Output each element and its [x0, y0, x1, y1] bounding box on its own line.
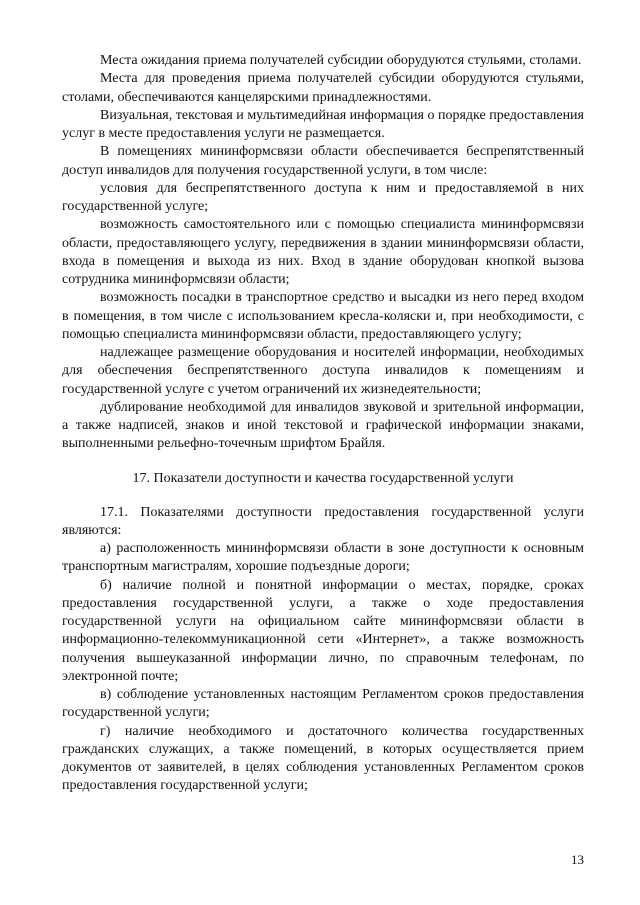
paragraph: в) соблюдение установленных настоящим Регламентом сроков предоставления государственной услуги;: [62, 687, 584, 721]
paragraph: Места для проведения приема получателей субсидии оборудуются стульями, столами, обеспечиваются канцелярскими принадлежностями.: [62, 71, 584, 105]
paragraph: б) наличие полной и понятной информации о местах, порядке, сроках предоставления государственной услуги, а также о ходе предоставления государственной услуги на официальном сайте мининформсвязи области в информационно-телекоммуникационной сети «Интернет», а также возможность получения вышеуказанной информации лично, по справочным телефонам, по электронной почте;: [62, 577, 584, 684]
paragraph: Места ожидания приема получателей субсидии оборудуются стульями, столами.: [100, 53, 582, 68]
paragraph: возможность самостоятельного или с помощью специалиста мининформсвязи области, предоставляющего услугу, передвижения в здании мининформсвязи области, входа в помещения и выхода из них. Вход в здание оборудован кнопкой вызова сотрудника мининформсвязи области;: [62, 217, 584, 287]
page-number: 13: [571, 852, 584, 867]
paragraph: возможность посадки в транспортное средство и высадки из него перед входом в помещения, в том числе с использованием кресла-коляски и, при необходимости, с помощью специалиста мининформсвязи области, предоставляющего услугу;: [62, 290, 584, 342]
paragraph: Визуальная, текстовая и мультимедийная информация о порядке предоставления услуг в месте предоставления услуги не размещается.: [62, 107, 584, 141]
paragraph: 17.1. Показателями доступности предоставления государственной услуги являются:: [62, 504, 584, 538]
paragraph: г) наличие необходимого и достаточного количества государственных гражданских служащих, а также помещений, в которых осуществляется прием документов от заявителей, в целях соблюдения установленных Регламентом сроков предоставления государственной услуги;: [62, 723, 584, 794]
paragraph: дублирование необходимой для инвалидов звуковой и зрительной информации, а также надписей, знаков и иной текстовой и графической информации знаками, выполненными рельефно-точечным шрифтом Брайля.: [62, 399, 584, 452]
paragraph: условия для беспрепятственного доступа к ним и предоставляемой в них государственной услуге;: [62, 180, 584, 214]
document-body: [62, 52, 584, 796]
paragraph: надлежащее размещение оборудования и носителей информации, необходимых для обеспечения беспрепятственного доступа инвалидов к помещениям и государственной услуге с учетом ограничений их жизнедеятельности;: [62, 345, 584, 397]
section-heading: 17. Показатели доступности и качества государственной услуги: [132, 470, 514, 486]
paragraph: В помещениях мининформсвязи области обеспечивается беспрепятственный доступ инвалидов для получения государственной услуги, в том числе:: [62, 144, 584, 178]
paragraph: а) расположенность мининформсвязи области в зоне доступности к основным транспортным магистралям, хорошие подъездные дороги;: [62, 541, 584, 575]
